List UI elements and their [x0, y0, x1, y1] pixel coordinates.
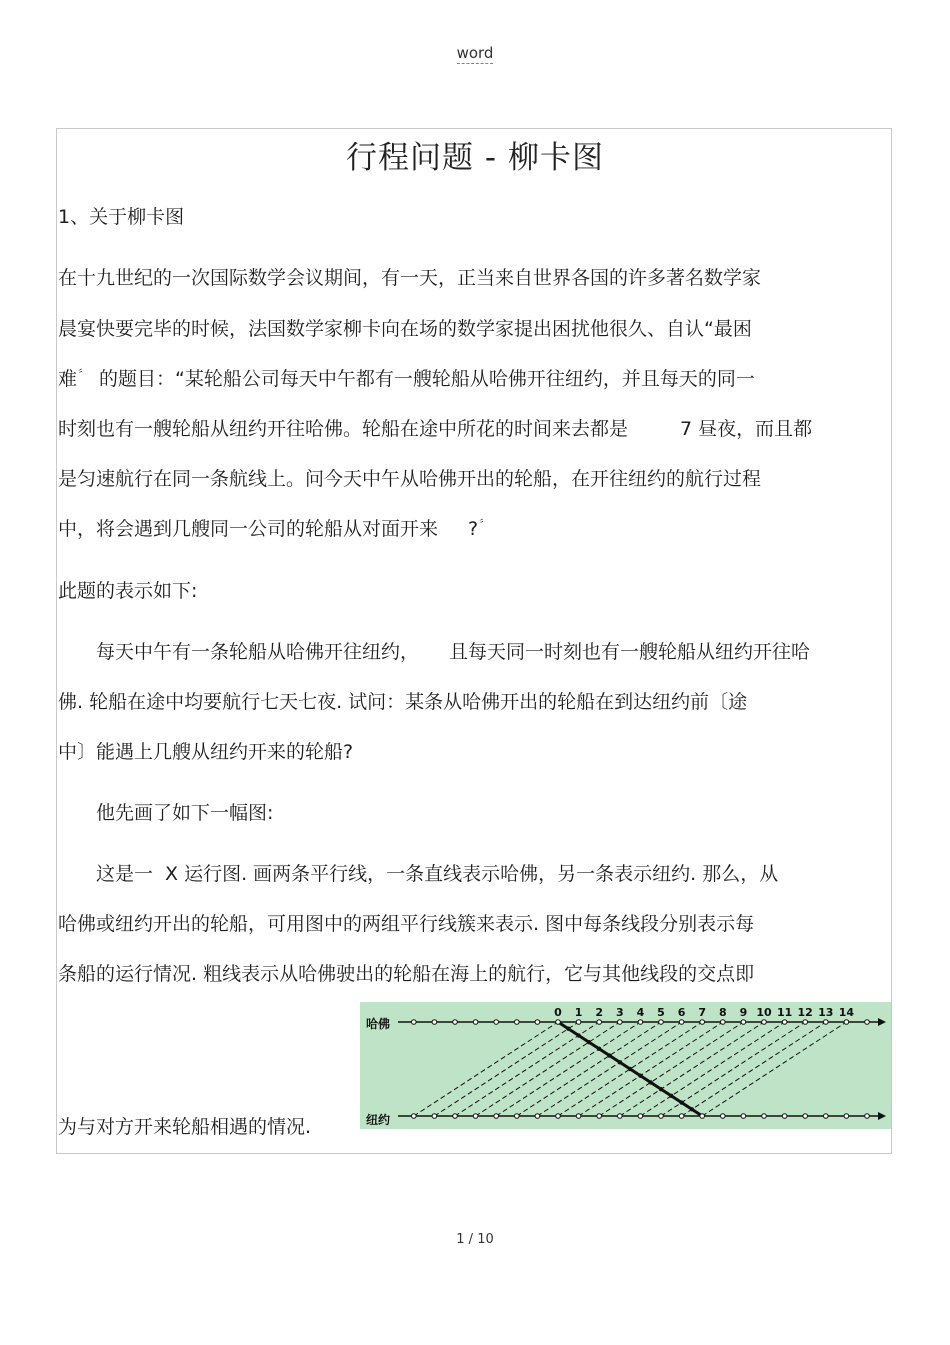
harvard-marker: [638, 1020, 643, 1025]
newyork-marker: [741, 1114, 746, 1119]
liuka-diagram: [360, 1002, 891, 1129]
meeting-point: [587, 1040, 591, 1044]
newyork-marker: [473, 1114, 478, 1119]
para5-line2: 哈佛或纽约开出的轮船，可用图中的两组平行线簇来表示. 图中每条线段分别表示每: [58, 913, 755, 935]
tick-label-3: 3: [615, 1006, 624, 1019]
harvard-marker: [762, 1020, 767, 1025]
tick-label-13: 13: [818, 1006, 834, 1019]
newyork-marker: [721, 1114, 726, 1119]
para3-line3: 中〕能遇上几艘从纽约开来的轮船?: [58, 741, 354, 763]
meeting-point: [690, 1107, 694, 1111]
tick-label-9: 9: [739, 1006, 748, 1019]
meeting-point: [618, 1060, 622, 1064]
tick-label-5: 5: [657, 1006, 665, 1019]
newyork-marker: [515, 1114, 520, 1119]
newyork-marker: [844, 1114, 849, 1119]
para1-line3-b: 的题目：“某轮船公司每天中午都有一艘轮船从哈佛开往纽约，并且每天的同一: [99, 368, 755, 390]
document-title: 行程问题 - 柳卡图: [346, 140, 604, 176]
harvard-marker: [535, 1020, 540, 1025]
harvard-marker: [618, 1020, 623, 1025]
para1-line3-a: 难: [58, 368, 78, 390]
harvard-marker: [700, 1020, 705, 1025]
newyork-marker: [762, 1114, 767, 1119]
harvard-marker: [659, 1020, 664, 1025]
newyork-marker: [618, 1114, 623, 1119]
newyork-marker: [865, 1114, 870, 1119]
newyork-marker: [679, 1114, 684, 1119]
newyork-marker: [638, 1114, 643, 1119]
tick-label-1: 1: [574, 1006, 583, 1019]
para5-line1: [96, 859, 778, 886]
para5-line4: 为与对方开来轮船相遇的情况.: [58, 1116, 312, 1138]
meeting-point: [607, 1053, 611, 1057]
newyork-marker: [412, 1114, 417, 1119]
meeting-point: [638, 1074, 642, 1078]
meeting-point: [628, 1067, 632, 1071]
tick-label-4: 4: [636, 1006, 645, 1019]
newyork-marker: [494, 1114, 499, 1119]
page-sep: /: [468, 1232, 474, 1247]
meeting-point: [649, 1080, 653, 1084]
para3-line1-b: 且每天同一时刻也有一艘轮船从纽约开往哈: [449, 641, 811, 663]
meeting-point: [576, 1033, 580, 1037]
para1-line2: 晨宴快要完毕的时候，法国数学家柳卡向在场的数学家提出困扰他很久、自认“最困: [58, 318, 752, 340]
page-header: [0, 44, 950, 62]
para3-line1-a: 每天中午有一条轮船从哈佛开往纽约，: [96, 641, 420, 663]
meeting-point: [597, 1047, 601, 1051]
harvard-marker: [576, 1020, 581, 1025]
quote-mark: 〞: [78, 367, 90, 381]
meeting-point: [566, 1027, 570, 1031]
meeting-point: [679, 1100, 683, 1104]
page-number: [0, 1232, 950, 1247]
harvard-marker: [597, 1020, 602, 1025]
meeting-point: [659, 1087, 663, 1091]
tick-label-12: 12: [797, 1006, 813, 1019]
para1-line4-a: 时刻也有一艘轮船从纽约开往哈佛。轮船在途中所花的时间来去都是: [58, 418, 629, 440]
newyork-marker: [432, 1114, 437, 1119]
harvard-marker: [453, 1020, 458, 1025]
harvard-marker: [494, 1020, 499, 1025]
para3-line1: [96, 637, 810, 664]
page-current: 1: [456, 1232, 465, 1247]
harvard-marker: [803, 1020, 808, 1025]
para1-line4-b: 7 昼夜，而且都: [680, 418, 813, 440]
newyork-marker: [700, 1114, 705, 1119]
harvard-marker: [412, 1020, 417, 1025]
para5-line1-a: 这是一: [96, 863, 154, 885]
para4: 他先画了如下一幅图:: [96, 802, 274, 824]
quote-mark-2: 〞: [479, 517, 491, 531]
para2: 此题的表示如下:: [58, 580, 198, 602]
label-harvard: 哈佛: [366, 1017, 391, 1031]
tick-label-10: 10: [756, 1006, 772, 1019]
harvard-marker: [844, 1020, 849, 1025]
tick-label-6: 6: [677, 1006, 686, 1019]
newyork-marker: [824, 1114, 829, 1119]
newyork-marker: [535, 1114, 540, 1119]
para1-line5: 是匀速航行在同一条航线上。问今天中午从哈佛开出的轮船，在开往纽约的航行过程: [58, 468, 762, 490]
newyork-marker: [659, 1114, 664, 1119]
tick-label-8: 8: [718, 1006, 727, 1019]
tick-label-0: 0: [554, 1006, 562, 1019]
para1-line4: [58, 414, 812, 441]
harvard-marker: [556, 1020, 561, 1025]
harvard-marker: [679, 1020, 684, 1025]
newyork-marker: [597, 1114, 602, 1119]
harvard-marker: [865, 1020, 870, 1025]
para1-line1: 在十九世纪的一次国际数学会议期间，有一天，正当来自世界各国的许多著名数学家: [58, 267, 762, 289]
para5-line3: 条船的运行情况. 粗线表示从哈佛驶出的轮船在海上的航行，它与其他线段的交点即: [58, 963, 755, 985]
para5-line1-b: X 运行图. 画两条平行线，一条直线表示哈佛，另一条表示纽约. 那么，从: [165, 863, 779, 885]
newyork-marker: [556, 1114, 561, 1119]
harvard-marker: [782, 1020, 787, 1025]
label-newyork: 纽约: [366, 1113, 391, 1127]
para1-line6-a: 中，将会遇到几艘同一公司的轮船从对面开来: [58, 518, 439, 540]
page-total: 10: [477, 1232, 494, 1247]
harvard-marker: [721, 1020, 726, 1025]
para1-line6-b: ?: [468, 518, 479, 540]
meeting-point: [669, 1094, 673, 1098]
tick-label-11: 11: [776, 1006, 793, 1019]
header-word: word: [456, 44, 494, 62]
harvard-marker: [515, 1020, 520, 1025]
para3-line2: 佛. 轮船在途中均要航行七天七夜. 试问：某条从哈佛开出的轮船在到达纽约前〔途: [58, 691, 748, 713]
newyork-marker: [453, 1114, 458, 1119]
tick-label-14: 14: [838, 1006, 855, 1019]
newyork-marker: [803, 1114, 808, 1119]
harvard-marker: [473, 1020, 478, 1025]
harvard-marker: [824, 1020, 829, 1025]
section-heading: 1、关于柳卡图: [58, 206, 185, 228]
harvard-marker: [741, 1020, 746, 1025]
para1-line6: [58, 514, 490, 541]
tick-label-2: 2: [595, 1006, 604, 1019]
newyork-marker: [782, 1114, 787, 1119]
newyork-marker: [576, 1114, 581, 1119]
tick-label-7: 7: [698, 1006, 707, 1019]
harvard-marker: [432, 1020, 437, 1025]
para1-line3: [58, 364, 755, 391]
